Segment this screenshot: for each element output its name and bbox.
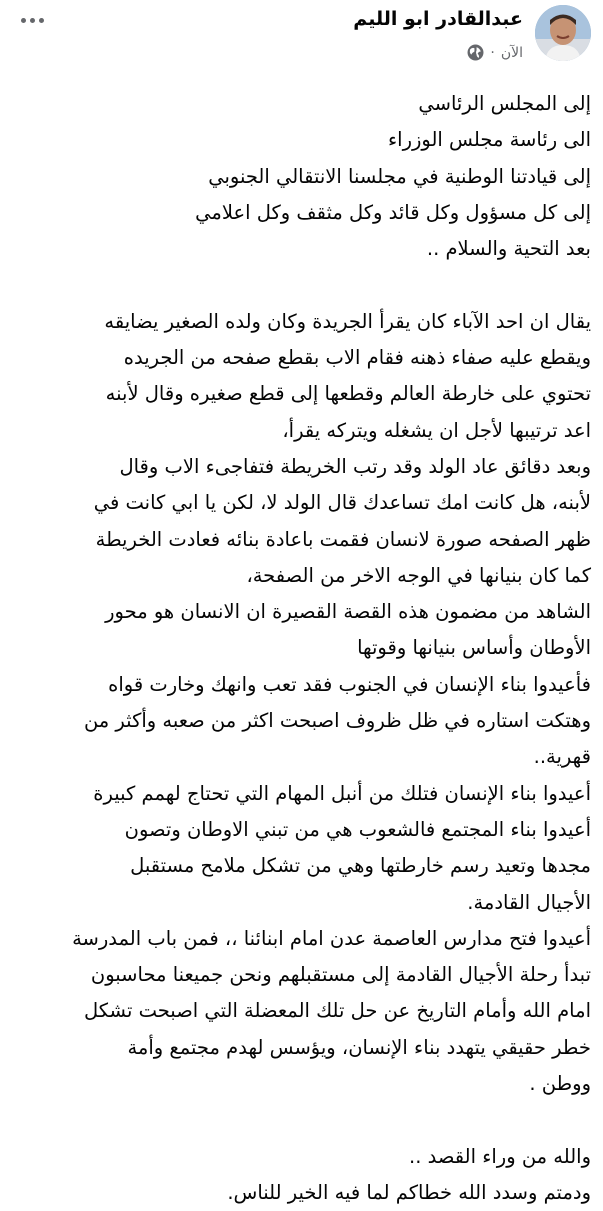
post-line: ووطن . — [529, 1072, 591, 1096]
post-line: مجدها وتعيد رسم خارطتها وهي من تشكل ملامح مستقبل — [130, 854, 591, 878]
author-name[interactable]: عبدالقادر ابو الليم — [353, 8, 523, 30]
post-line: الشاهد من مضمون هذه القصة القصيرة ان الانسان هو محور — [105, 600, 591, 624]
post-line: امام الله وأمام التاريخ عن حل تلك المعضلة التي اصبحت تشكل — [84, 999, 591, 1023]
post-line: لأبنه، هل كانت امك تساعدك قال الولد لا، لكن يا ابي كانت في — [93, 491, 591, 515]
post-line: الأجيال القادمة. — [467, 890, 591, 914]
post-line: خطر حقيقي يتهدد بناء الإنسان، ويؤسس لهدم مجتمع وأمة — [127, 1035, 591, 1059]
avatar-photo — [535, 5, 591, 61]
post-line: والله من وراء القصد .. — [409, 1144, 591, 1168]
avatar[interactable] — [535, 5, 591, 61]
post-line: بعد التحية والسلام .. — [426, 237, 591, 261]
globe-icon[interactable] — [467, 44, 484, 61]
paragraph-gap — [10, 267, 591, 303]
post-line: ويقطع عليه صفاء ذهنه فقام الاب بقطع صفحه من الجريده — [123, 346, 591, 370]
post-line: وبعد دقائق عاد الولد وقد رتب الخريطة فتفاجىء الاب وقال — [119, 454, 591, 478]
paragraph-gap — [10, 1102, 591, 1138]
more-options-icon[interactable] — [16, 10, 48, 30]
post-line: يقال ان احد الآباء كان يقرأ الجريدة وكان ولده الصغير يضايقه — [104, 309, 591, 333]
post-line: أعيدوا بناء المجتمع فالشعوب هي من تبني الاوطان وتصون — [124, 817, 591, 841]
post-line: تحتوي على خارطة العالم وقطعها إلى قطع صغيره وقال لأبنه — [105, 382, 591, 406]
post-line: ظهر الصفحه صورة لانسان فقمت باعادة بنائه فعادت الخريطة — [95, 527, 591, 551]
post-meta — [467, 44, 523, 61]
meta-separator: · — [490, 44, 495, 61]
post-line: قهرية.. — [533, 745, 591, 769]
post-line: أعيدوا فتح مدارس العاصمة عدن امام ابنائنا ،، فمن باب المدرسة — [72, 926, 591, 950]
post-line: الأوطان وأساس بنيانها وقوتها — [357, 636, 591, 660]
post-line: اعد ترتيبها لأجل ان يشغله ويتركه يقرأ، — [282, 418, 591, 442]
post-line: كما كان بنيانها في الوجه الاخر من الصفحة، — [246, 563, 591, 587]
post-line: إلى قيادتنا الوطنية في مجلسنا الانتقالي الجنوبي — [208, 164, 591, 188]
post-line: إلى كل مسؤول وكل قائد وكل مثقف وكل اعلامي — [195, 200, 591, 224]
post-line: وهتكت استاره في ظل ظروف اصبحت اكثر من صعبه وأكثر من — [83, 709, 591, 733]
post-line: فأعيدوا بناء الإنسان في الجنوب فقد تعب وانهك وخارت قواه — [108, 672, 591, 696]
post-header — [0, 0, 603, 80]
post-line: أعيدوا بناء الإنسان فتلك من أنبل المهام التي تحتاج لهمم كبيرة — [93, 781, 591, 805]
post-line: تبدأ رحلة الأجيال القادمة إلى مستقبلهم ونحن جميعنا محاسبون — [90, 963, 591, 987]
post-line: إلى المجلس الرئاسي — [418, 92, 591, 115]
post-time[interactable]: الآن — [500, 44, 523, 61]
post-line: الى رئاسة مجلس الوزراء — [388, 128, 591, 152]
post-line: ودمتم وسدد الله خطاكم لما فيه الخير للناس. — [227, 1180, 591, 1204]
post-body — [10, 86, 591, 1211]
